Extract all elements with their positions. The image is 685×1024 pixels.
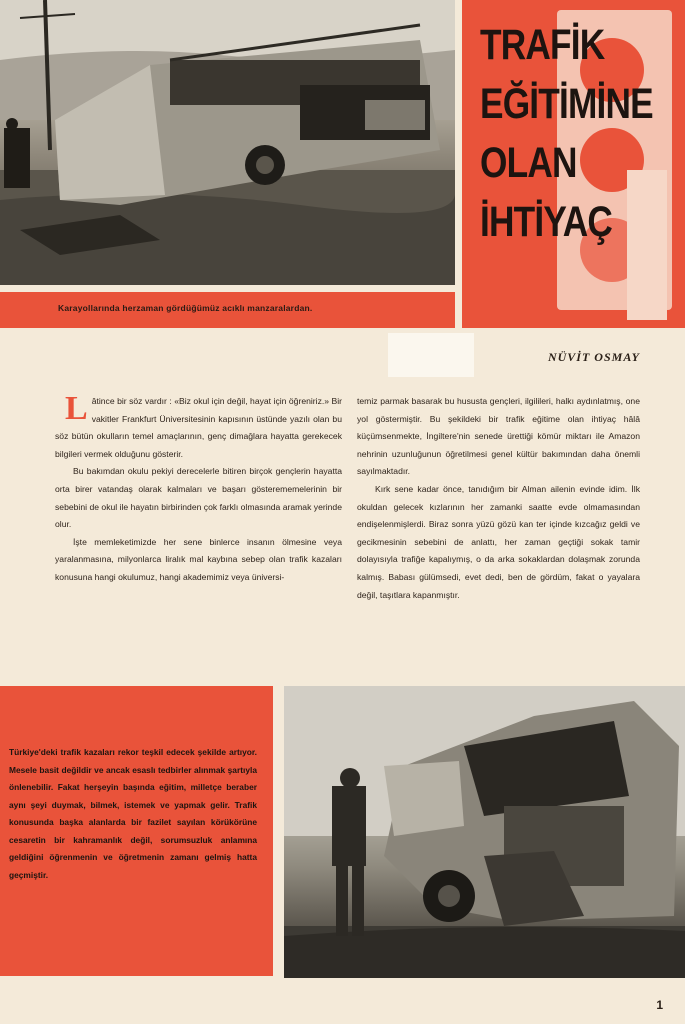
title-line-1: TRAFİK: [480, 21, 605, 69]
paragraph: temiz parmak basarak bu hususta gençleri, ilgilileri, halkı aydınlatmış, one yol göstermiştir. Bu şekildeki bir trafik eğitime olan ihtiyaç hâlâ küçümsenmekte, İngiltere'nin senede ürettiği kömür miktarı ile Amazon nehrinin uzunluğunun öğretilmesi genel kültür bakımından daha önemli sayılmaktadır.: [357, 396, 640, 477]
paragraph: Bu bakımdan okulu pekiyi derecelerle bitiren birçok gençlerin hayatta orta birer vatandaş olarak kalmaları ve başarı gösterememelerinin bir sebebini de okul ile hayatın birbirinden çok farklı olmasında aramak yerinde olur.: [55, 466, 342, 530]
photo-caption-bar: [0, 292, 455, 328]
sidebar-highlight-box: [0, 686, 273, 976]
paragraph: İşte memleketimizde her sene binlerce insanın ölmesine veya yaralanmasına, milyonlarca liralık mal kaybına sebep olan trafik kazaları konusuna hangi okulumuz, hangi akademimiz veya üniversi-: [55, 536, 342, 582]
sidebar-text: Türkiye'deki trafik kazaları rekor teşkil edecek şekilde artıyor. Mesele basit değildir ve ancak esaslı tedbirler alınmak şartıyla önlenebilir. Fakat herşeyin başında eğitim, milletçe beraber aynı şeyi duymak, bilmek, istemek ve yapmak gelir. Trafik konusunda başka alanlarda bir fazilet sayılan körükörüne cesaretin bir kahramanlık değil, sorumsuzluk anlamına geldiğini öğrenmenin ve öğretmenin zamanı gelmiş hatta geçmiştir.: [9, 747, 257, 880]
photo-wrecked-truck: [284, 686, 685, 978]
title-line-3: OLAN: [480, 139, 577, 187]
paragraph: Kırk sene kadar önce, tanıdığım bir Alman ailenin evinde idim. İlk okuldan gelecek kızlarının her zamanki saatte evde olmamasından endişelenmişlerdi. Biraz sonra yüzü gözü kan ter içinde kızcağız geldi ve gecikmesinin sebebini de anlattı, her zaman geçtiği sokak tamir dolayısıyla trafiğe kapalıymış, o da arka sokaklardan dolaşmak zorunda kalmış. Babası gülümsedi, evet dedi, ben de gördüm, fakat o yayalara değil, taşıtlara kapanmıştır.: [357, 483, 640, 600]
paragraph: âtince bir söz vardır : «Biz okul için değil, hayat için öğreniriz.» Bir vakitler Frankfurt Üniversitesinin kapısının üstünde yazılı olan bu söz bütün okulların temel amaçlarının, genç dimağlara hayatta gerekecek bilgileri vermek olduğunu gösterir.: [55, 396, 342, 459]
body-column-left: [55, 390, 342, 587]
photo-caption: Karayollarında herzaman gördüğümüz acıklı manzaralardan.: [58, 303, 313, 313]
page-number: 1: [656, 998, 663, 1012]
title-line-2: EĞİTİMİNE: [480, 80, 653, 128]
drop-cap: L: [65, 390, 88, 427]
blank-patch: [388, 333, 474, 377]
title-line-4: İHTİYAÇ: [480, 198, 613, 246]
title-block: [462, 0, 685, 328]
wrecked-bus-illustration: [0, 0, 455, 285]
body-column-right: [357, 393, 640, 604]
article-title: [480, 16, 653, 252]
wrecked-truck-illustration: [284, 686, 685, 978]
photo-wrecked-bus: [0, 0, 455, 285]
author-byline: NÜVİT OSMAY: [547, 350, 640, 364]
